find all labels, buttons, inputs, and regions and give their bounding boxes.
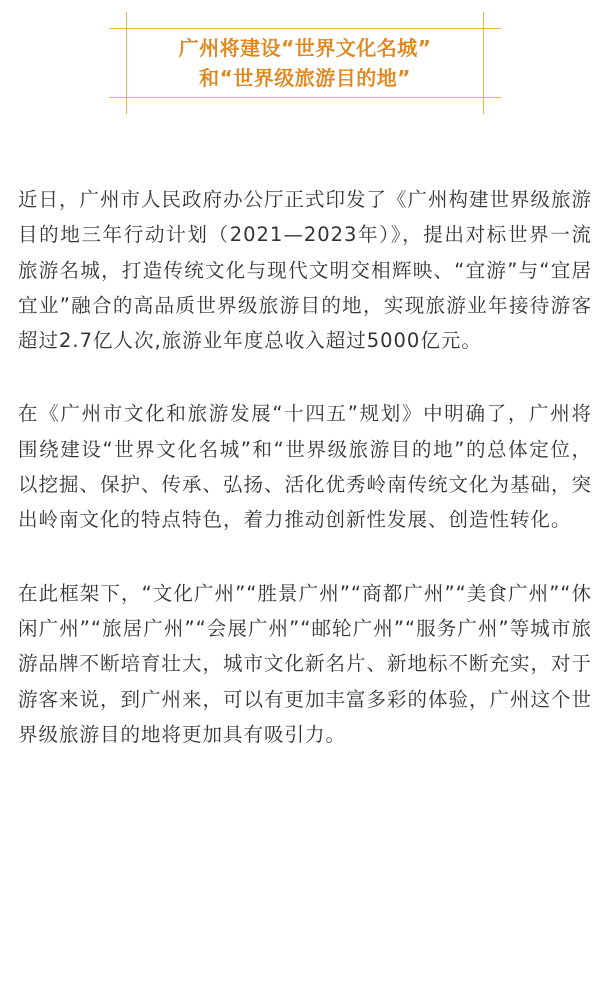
title-frame <box>109 12 501 114</box>
paragraph-3: 在此框架下，“文化广州”“胜景广州”“商都广州”“美食广州”“休闲广州”“旅居广州”“会展广州”“邮轮广州”“服务广州”等城市旅游品牌不断培育壮大，城市文化新名片、新地标不断充实，对于游客来说，到广州来，可以有更加丰富多彩的体验，广州这个世界级旅游目的地将更加具有吸引力。 <box>18 581 593 746</box>
paragraph-1: 近日，广州市人民政府办公厅正式印发了《广州构建世界级旅游目的地三年行动计划（2021—2023年）》，提出对标世界一流旅游名城，打造传统文化与现代文明交相辉映、“宜游”与“宜居宜业”融合的高品质世界级旅游目的地，实现旅游业年接待游客超过2.7亿人次,旅游业年度总收入超过5000亿元。 <box>18 188 593 353</box>
frame-bottom-line <box>109 97 501 98</box>
article-body <box>18 182 592 790</box>
title-line-1: 广州将建设“世界文化名城” <box>178 36 432 60</box>
paragraph-2: 在《广州市文化和旅游发展“十四五”规划》中明确了，广州将围绕建设“世界文化名城”和“世界级旅游目的地”的总体定位，以挖掘、保护、传承、弘扬、活化优秀岭南传统文化为基础，突出岭南文化的特点特色，着力推动创新性发展、创造性转化。 <box>18 402 593 532</box>
title-block <box>127 29 483 97</box>
title-line-2: 和“世界级旅游目的地” <box>199 66 411 90</box>
